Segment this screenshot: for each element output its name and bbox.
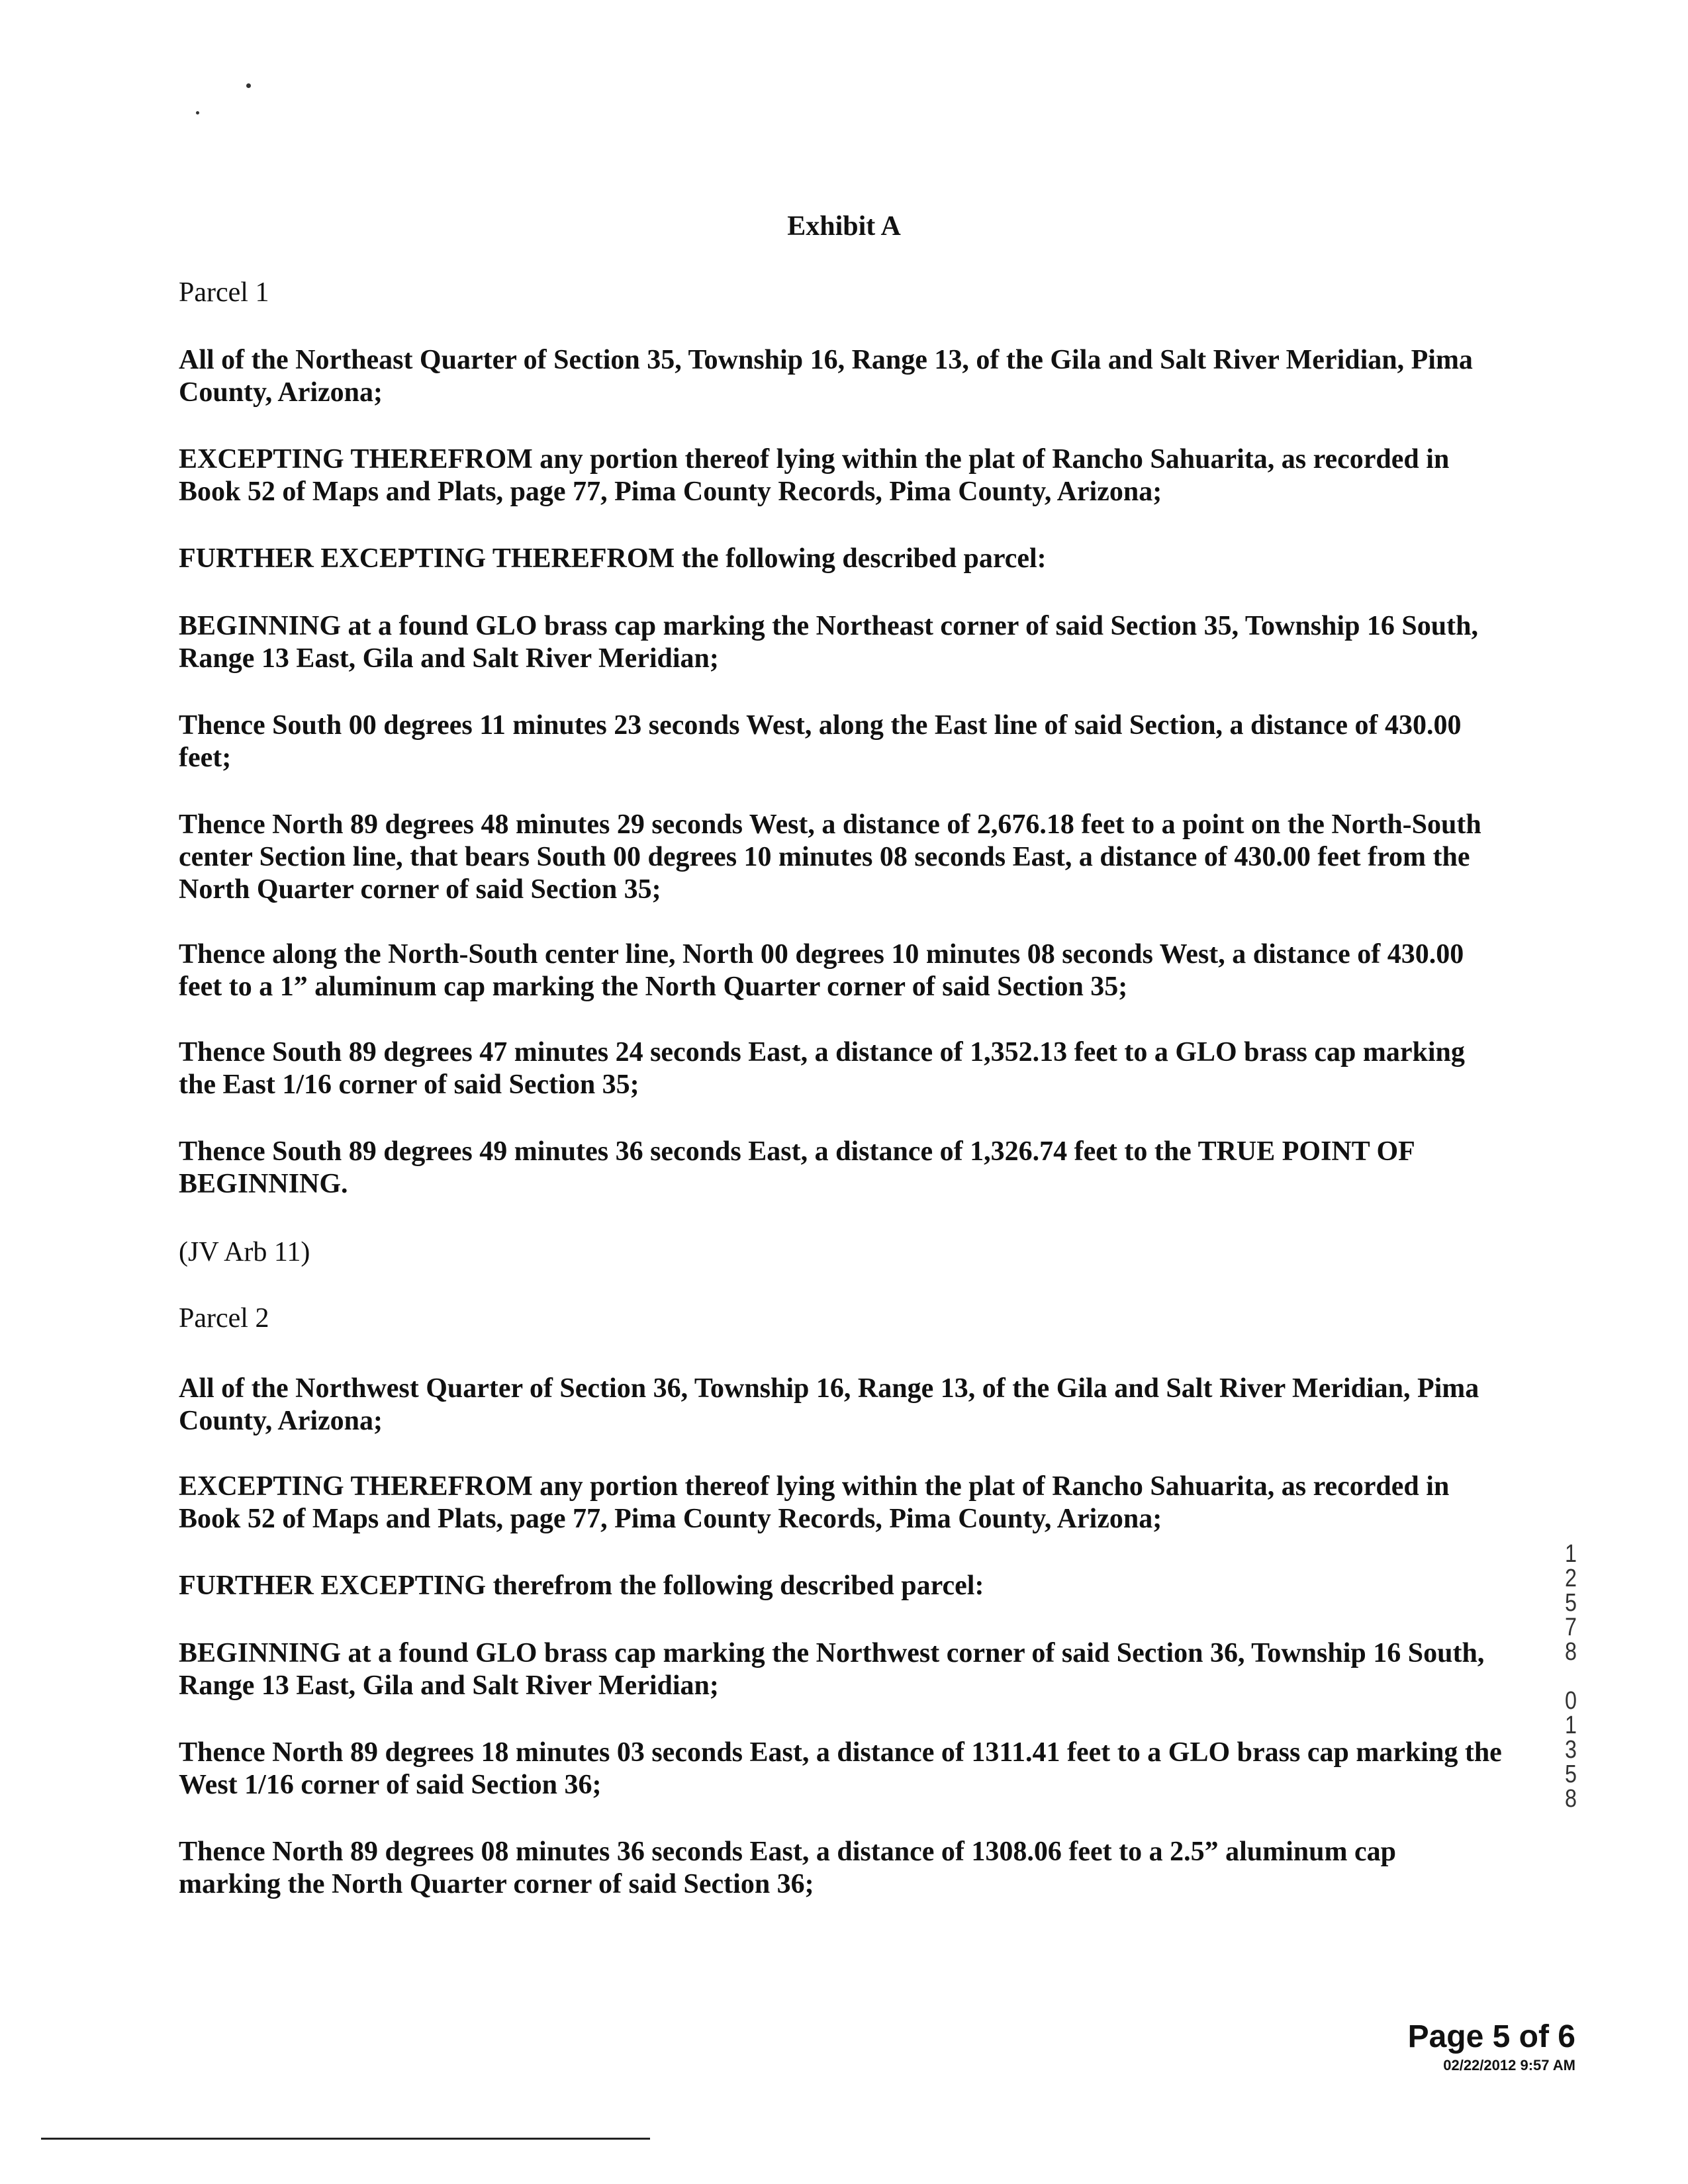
parcel-1-course-5: Thence South 89 degrees 49 minutes 36 seconds East, a distance of 1,326.74 feet to the TRUE POINT OF BEGINNING. (179, 1136, 1415, 1199)
parcel-1-heading: Parcel 1 (179, 277, 269, 308)
parcel-2-heading: Parcel 2 (179, 1303, 269, 1334)
parcel-2-beginning: BEGINNING at a found GLO brass cap marking the Northwest corner of said Section 36, Township 16 South, Range 13 East, Gila and Salt River Meridian; (179, 1638, 1485, 1701)
parcel-1-description: All of the Northeast Quarter of Section 35, Township 16, Range 13, of the Gila and Salt River Meridian, Pima County, Arizona; (179, 345, 1473, 408)
parcel-1-exception: EXCEPTING THEREFROM any portion thereof lying within the plat of Rancho Sahuarita, as recorded in Book 52 of Maps and Plats, page 77, Pima County Records, Pima County, Arizona; (179, 444, 1450, 507)
recording-number-stamp: 1 2 5 7 8 0 1 3 5 8 (1565, 1540, 1577, 1813)
bottom-divider (41, 2138, 650, 2140)
parcel-1-reference: (JV Arb 11) (179, 1237, 310, 1267)
parcel-1-course-4: Thence South 89 degrees 47 minutes 24 seconds East, a distance of 1,352.13 feet to a GLO brass cap marking the East 1/16 corner of said Section 35; (179, 1037, 1465, 1100)
exhibit-title: Exhibit A (787, 211, 901, 242)
scan-speck (246, 83, 251, 88)
parcel-1-beginning: BEGINNING at a found GLO brass cap marking the Northeast corner of said Section 35, Township 16 South, Range 13 East, Gila and Salt River Meridian; (179, 611, 1478, 674)
parcel-1-further-exception: FURTHER EXCEPTING THEREFROM the following described parcel: (179, 543, 1047, 574)
scan-speck (196, 111, 199, 114)
parcel-2-description: All of the Northwest Quarter of Section 36, Township 16, Range 13, of the Gila and Salt River Meridian, Pima County, Arizona; (179, 1373, 1479, 1436)
parcel-1-course-1: Thence South 00 degrees 11 minutes 23 seconds West, along the East line of said Section, a distance of 430.00 feet; (179, 710, 1462, 773)
parcel-2-exception: EXCEPTING THEREFROM any portion thereof lying within the plat of Rancho Sahuarita, as recorded in Book 52 of Maps and Plats, page 77, Pima County Records, Pima County, Arizona; (179, 1471, 1450, 1534)
parcel-2-further-exception: FURTHER EXCEPTING therefrom the following described parcel: (179, 1570, 984, 1601)
page-number: Page 5 of 6 (1407, 2019, 1575, 2054)
print-timestamp: 02/22/2012 9:57 AM (1443, 2057, 1575, 2073)
parcel-1-course-2: Thence North 89 degrees 48 minutes 29 seconds West, a distance of 2,676.18 feet to a point on the North-South center Section line, that bears South 00 degrees 10 minutes 08 seconds East, a distance of 430.00 feet from the North Quarter corner of said Section 35; (179, 809, 1481, 905)
parcel-2-course-1: Thence North 89 degrees 18 minutes 03 seconds East, a distance of 1311.41 feet to a GLO brass cap marking the West 1/16 corner of said Section 36; (179, 1737, 1502, 1800)
parcel-2-course-2: Thence North 89 degrees 08 minutes 36 seconds East, a distance of 1308.06 feet to a 2.5” aluminum cap marking the North Quarter corner of said Section 36; (179, 1837, 1396, 1899)
parcel-1-course-3: Thence along the North-South center line, North 00 degrees 10 minutes 08 seconds West, a distance of 430.00 feet to a 1” aluminum cap marking the North Quarter corner of said Section 35; (179, 939, 1464, 1002)
